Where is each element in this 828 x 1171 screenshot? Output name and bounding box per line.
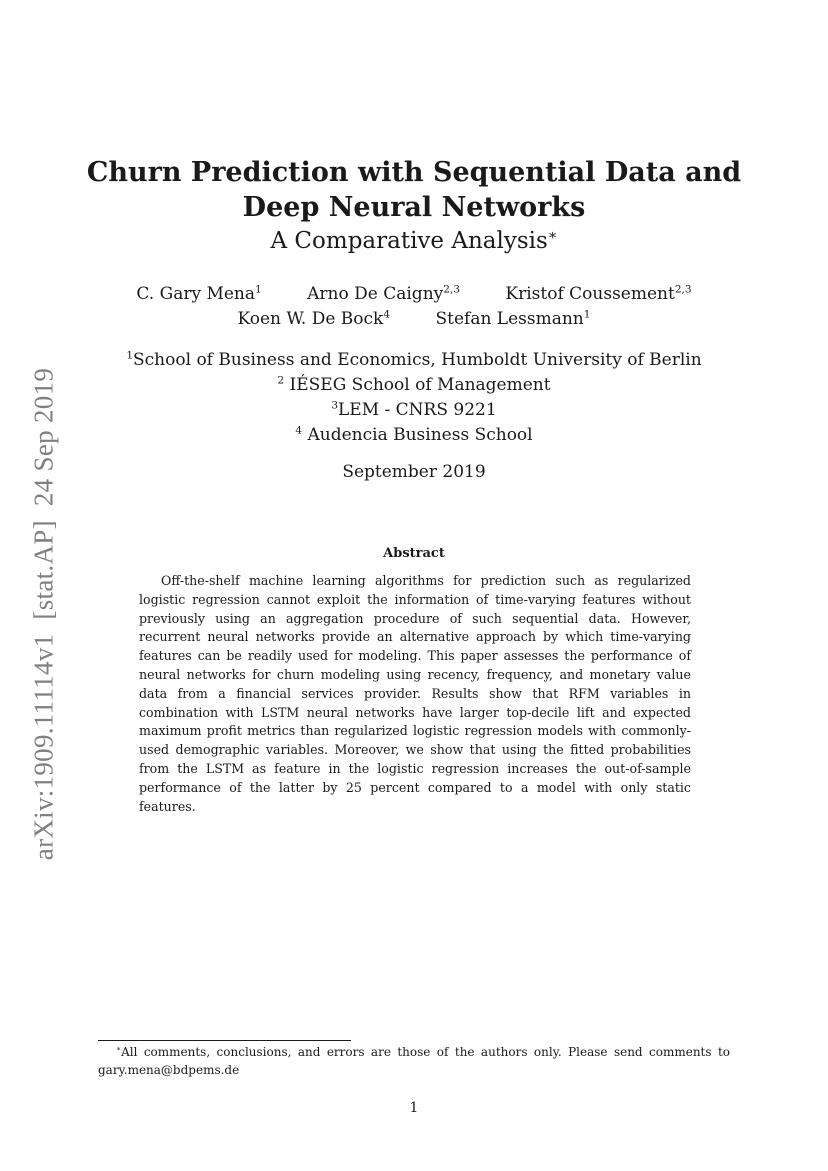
author-row-1 [0, 282, 828, 307]
footnote-rule [98, 1040, 351, 1041]
author: Stefan Lessmann$^1$ [435, 308, 591, 329]
abstract-heading: Abstract [383, 546, 445, 561]
title-line-1: Churn Prediction with Sequential Data and [86, 157, 742, 188]
title-line-2: Deep Neural Networks [242, 192, 586, 223]
author: C. Gary Mena$^1$ [136, 283, 262, 304]
author: Koen W. De Bock$^4$ [237, 308, 391, 329]
abstract-text: Off-the-shelf machine learning algorithms for prediction such as regularized logistic regression cannot exploit the information of time-varying features without previously using an aggregation procedure of such sequential data. However, recurrent neural networks provide an alternative approach by which time-varying features can be readily used for modeling. This paper assesses the performance of neural networks for churn modeling using recency, frequency, and monetary value data from a financial services provider. Results show that RFM variables in combination with LSTM neural networks have larger top-decile lift and expected maximum profit metrics than regularized logistic regression models with commonly-used demographic variables. Moreover, we show that using the fitted probabilities from the LSTM as feature in the logistic regression increases the out-of-sample performance of the latter by 25 percent compared to a model with only static features. [139, 573, 691, 814]
arxiv-id: arXiv:1909.11114v1 [28, 633, 59, 861]
affiliation: $^3$LEM - CNRS 9221 [331, 399, 497, 420]
author: Arno De Caigny$^{2,3}$ [307, 283, 460, 304]
subtitle-text: A Comparative Analysis [270, 228, 548, 254]
paper-title [0, 155, 828, 225]
page-number: 1 [409, 1100, 419, 1116]
affiliation-list [0, 348, 828, 448]
author-list [0, 282, 828, 332]
arxiv-category: [stat.AP] [28, 520, 59, 620]
paper-subtitle [0, 228, 828, 254]
affiliation: $^2$ IÉSEG School of Management [277, 374, 551, 395]
paper-date: September 2019 [342, 462, 486, 482]
footnote-text: All comments, conclusions, and errors are those of the authors only. Please send comments to gary.mena@bdpems.de [98, 1045, 730, 1077]
arxiv-date: 24 Sep 2019 [28, 367, 59, 507]
affiliation: $^4$ Audencia Business School [295, 424, 533, 445]
author-row-2 [0, 307, 828, 332]
affiliation: $^1$School of Business and Economics, Humboldt University of Berlin [126, 349, 702, 370]
subtitle-footnote-mark: ∗ [547, 227, 558, 244]
footnote-mark: ∗ [116, 1044, 122, 1053]
author: Kristof Coussement$^{2,3}$ [505, 283, 692, 304]
footnote [98, 1043, 730, 1079]
